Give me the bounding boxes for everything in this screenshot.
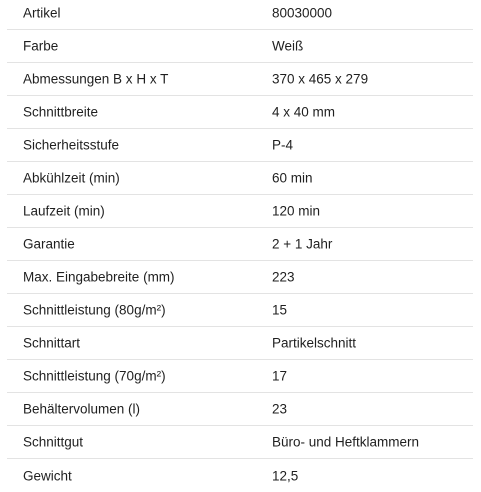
spec-label: Garantie — [23, 236, 75, 252]
spec-row-sicherheitsstufe — [7, 129, 473, 162]
spec-row-garantie — [7, 228, 473, 261]
spec-row-gewicht — [7, 459, 473, 492]
spec-row-behaeltervolumen — [7, 393, 473, 426]
spec-label: Farbe — [23, 38, 59, 54]
spec-row-schnittbreite — [7, 96, 473, 129]
spec-value: 370 x 465 x 279 — [272, 71, 369, 87]
spec-row-abkuehlzeit — [7, 162, 473, 195]
spec-row-abmessungen — [7, 63, 473, 96]
spec-label: Schnittleistung (80g/m²) — [23, 302, 166, 318]
spec-label: Artikel — [23, 5, 61, 21]
spec-label: Laufzeit (min) — [23, 203, 105, 219]
spec-row-laufzeit — [7, 195, 473, 228]
spec-value: P-4 — [272, 137, 294, 153]
spec-label: Gewicht — [23, 467, 72, 483]
spec-value: 120 min — [272, 203, 321, 219]
spec-label: Abmessungen B x H x T — [23, 71, 169, 87]
spec-row-schnittgut — [7, 426, 473, 459]
spec-value: Büro- und Heftklammern — [272, 434, 420, 450]
spec-value: 12,5 — [272, 467, 299, 483]
spec-label: Schnittart — [23, 335, 81, 351]
spec-label: Schnittleistung (70g/m²) — [23, 368, 166, 384]
spec-value: 2 + 1 Jahr — [272, 236, 333, 252]
spec-row-schnittart — [7, 327, 473, 360]
spec-label: Schnittbreite — [23, 104, 99, 120]
spec-row-schnittleistung-70 — [7, 360, 473, 393]
spec-row-schnittleistung-80 — [7, 294, 473, 327]
spec-value: 80030000 — [272, 5, 333, 21]
spec-row-artikel — [7, 0, 473, 30]
spec-label: Behältervolumen (l) — [23, 401, 141, 417]
spec-label: Schnittgut — [23, 434, 84, 450]
spec-row-eingabebreite — [7, 261, 473, 294]
spec-value: Partikelschnitt — [272, 335, 357, 351]
spec-value: Weiß — [272, 38, 304, 54]
spec-value: 223 — [272, 269, 295, 285]
spec-value: 17 — [272, 368, 288, 384]
spec-value: 4 x 40 mm — [272, 104, 336, 120]
spec-value: 60 min — [272, 170, 313, 186]
spec-value: 15 — [272, 302, 288, 318]
spec-value: 23 — [272, 401, 288, 417]
spec-label: Abkühlzeit (min) — [23, 170, 120, 186]
spec-label: Max. Eingabebreite (mm) — [23, 269, 175, 285]
spec-row-farbe — [7, 30, 473, 63]
spec-label: Sicherheitsstufe — [23, 137, 120, 153]
